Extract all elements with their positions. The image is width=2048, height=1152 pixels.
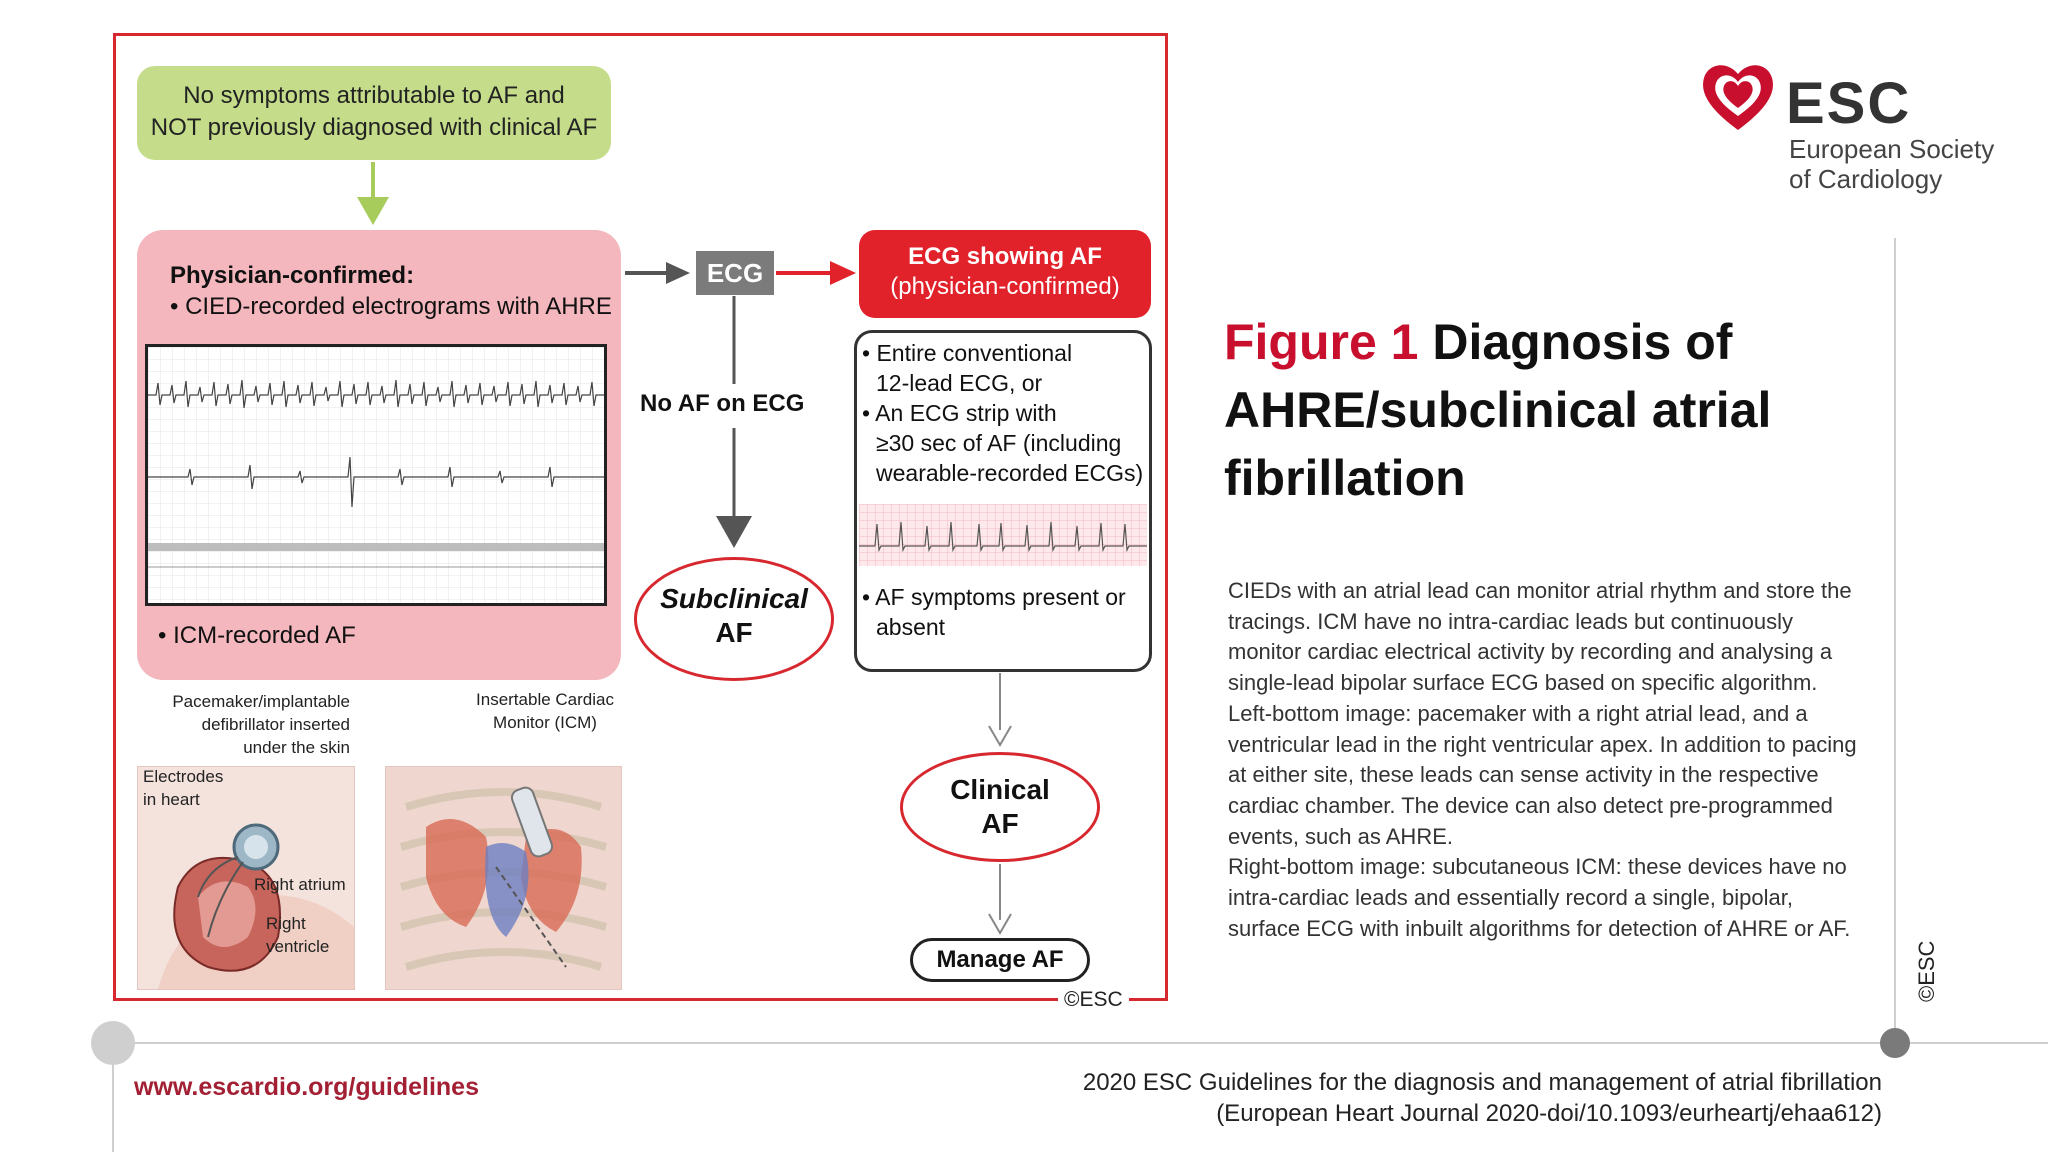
figure-title: [1224, 308, 1824, 512]
physician-title: Physician-confirmed:: [170, 262, 415, 289]
clinical-af-node: [900, 752, 1100, 862]
subclinical-af-node: [634, 557, 834, 681]
clinical-line-2: AF: [981, 808, 1019, 839]
description-paragraph-3: Right-bottom image: subcutaneous ICM: these devices have no intra-cardiac leads and essentially record a single, bipolar, surface ECG with inbuilt algorithms for detection of AHRE or AF.: [1228, 854, 1851, 941]
description-paragraph-2: Left-bottom image: pacemaker with a right atrial lead, and a ventricular lead in the right ventricular apex. In addition to pacing at either site, these leads can sense activity in the respective cardiac chamber. The device can also detect pre-programmed events, such as AHRE.: [1228, 700, 1857, 849]
criteria-line-4: ≥30 sec of AF (including: [876, 430, 1122, 456]
icm-caption: [470, 688, 620, 734]
right-ventricle-line-2: ventricle: [266, 937, 330, 956]
electrogram-image: [145, 344, 607, 606]
right-ventricle-label: [266, 912, 329, 958]
figure-copyright: ©ESC: [1058, 988, 1129, 1012]
ecg-showing-af-box: [859, 230, 1151, 318]
no-af-label: No AF on ECG: [640, 390, 805, 417]
figure-number: Figure 1: [1224, 314, 1419, 370]
icm-drawing: [386, 767, 621, 989]
esc-logo-subtitle: [1789, 134, 1994, 194]
side-copyright: ©ESC: [1914, 940, 1939, 1002]
right-atrium-label: Right atrium: [254, 875, 346, 894]
icm-caption-1: Insertable Cardiac: [476, 690, 614, 709]
pacemaker-caption-2: defibrillator inserted: [201, 715, 350, 734]
right-ventricle-line-1: Right: [266, 914, 306, 933]
electrogram-traces: [148, 347, 604, 603]
ecg-label: ECG: [696, 251, 774, 295]
icm-illustration: [385, 766, 622, 990]
icm-caption-2: Monitor (ICM): [493, 713, 597, 732]
pacemaker-caption-1: Pacemaker/implantable: [172, 692, 350, 711]
guidelines-link[interactable]: www.escardio.org/guidelines: [134, 1073, 479, 1101]
criteria-line-3: • An ECG strip with: [862, 400, 1057, 426]
physician-item-icm: • ICM-recorded AF: [158, 622, 356, 649]
criteria-line-7: absent: [876, 614, 946, 640]
subclinical-line-1: Subclinical: [660, 583, 808, 614]
clinical-line-1: Clinical: [950, 774, 1050, 805]
start-condition-box: [137, 66, 611, 160]
reference-line-1: 2020 ESC Guidelines for the diagnosis and management of atrial fibrillation: [1082, 1069, 1882, 1096]
start-line-2: NOT previously diagnosed with clinical AF: [150, 114, 598, 141]
criteria-line-2: 12-lead ECG, or: [876, 370, 1043, 396]
manage-af-node: Manage AF: [910, 938, 1090, 982]
subclinical-line-2: AF: [715, 617, 753, 648]
figure-title-text: Diagnosis of AHRE/subclinical atrial fibrillation: [1224, 314, 1772, 506]
esc-logo-text: ESC: [1786, 71, 1912, 136]
esc-logo-line-1: European Society: [1789, 134, 1995, 164]
electrodes-line-1: Electrodes: [143, 767, 224, 786]
esc-logo-line-2: of Cardiology: [1789, 164, 1943, 194]
electrodes-label: [143, 765, 223, 811]
pacemaker-caption-3: under the skin: [243, 738, 350, 757]
ecg-strip-image: [859, 504, 1147, 566]
guideline-reference: [960, 1067, 1882, 1129]
figure-description: [1228, 576, 1868, 944]
ecg-af-line-1: ECG showing AF: [908, 243, 1102, 270]
description-paragraph-1: CIEDs with an atrial lead can monitor atrial rhythm and store the tracings. ICM have no intra-cardiac leads but continuously monitor cardiac electrical activity by recording and analysing a single-lead bipolar surface ECG based on specific algorithm.: [1228, 578, 1852, 696]
start-line-1: No symptoms attributable to AF and: [183, 82, 565, 109]
electrodes-line-2: in heart: [143, 790, 200, 809]
esc-heart-logo-icon: [1698, 56, 1778, 136]
criteria-line-6: • AF symptoms present or: [862, 584, 1126, 610]
pacemaker-caption: [160, 690, 350, 759]
physician-item-cied: • CIED-recorded electrograms with AHRE: [170, 293, 612, 320]
reference-line-2: (European Heart Journal 2020-doi/10.1093/eurheartj/ehaa612): [1216, 1100, 1882, 1127]
criteria-line-1: • Entire conventional: [862, 340, 1073, 366]
criteria-line-5: wearable-recorded ECGs): [876, 460, 1144, 486]
ecg-af-line-2: (physician-confirmed): [890, 273, 1120, 300]
